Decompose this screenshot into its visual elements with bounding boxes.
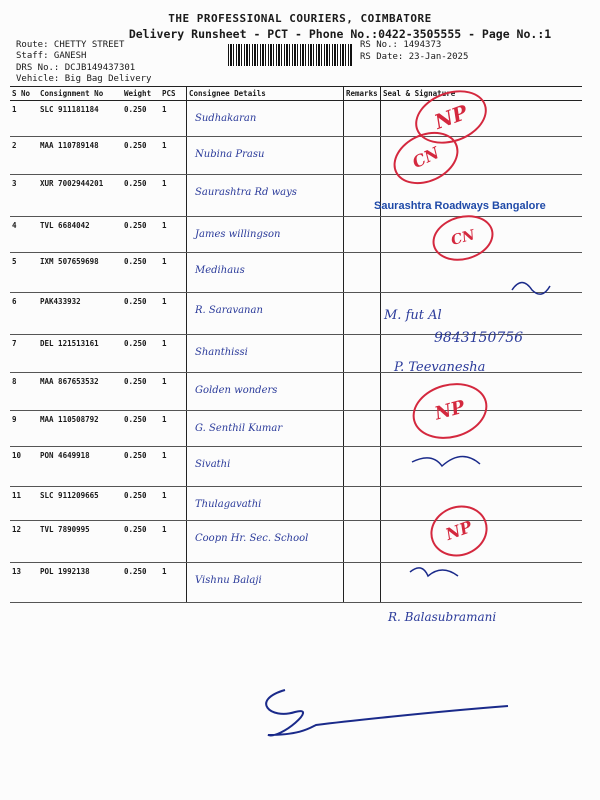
consignment-cell: POL 1992138 <box>38 563 122 603</box>
consignee-name: Nubina Prasu <box>195 149 265 160</box>
table-row <box>10 447 582 487</box>
table-row <box>10 101 582 137</box>
consignee-name: G. Senthil Kumar <box>195 423 283 434</box>
signature-row7: P. Teevanesha <box>394 360 486 375</box>
table-header-row <box>10 87 582 101</box>
staff-label: Staff: GANESH <box>16 51 87 61</box>
cn-stamp-2: CN <box>427 209 498 268</box>
weight-cell: 0.250 <box>122 447 160 487</box>
seal-cell <box>381 253 583 293</box>
table-row <box>10 411 582 447</box>
sno-cell: 13 <box>10 563 38 603</box>
remarks-cell <box>344 373 381 411</box>
weight-cell: 0.250 <box>122 137 160 175</box>
consignment-cell: TVL 7890995 <box>38 521 122 563</box>
np-stamp-3: NP <box>423 498 495 565</box>
weight-cell: 0.250 <box>122 253 160 293</box>
np-stamp-2: NP <box>406 375 493 447</box>
consignee-cell <box>187 293 344 335</box>
remarks-cell <box>344 335 381 373</box>
remarks-cell <box>344 253 381 293</box>
table-row <box>10 563 582 603</box>
consignee-name: James willingson <box>195 229 281 240</box>
sno-cell: 12 <box>10 521 38 563</box>
pcs-cell: 1 <box>160 137 187 175</box>
weight-cell: 0.250 <box>122 101 160 137</box>
pcs-cell: 1 <box>160 521 187 563</box>
remarks-cell <box>344 411 381 447</box>
consignee-cell <box>187 521 344 563</box>
table-row <box>10 487 582 521</box>
sno-cell: 5 <box>10 253 38 293</box>
weight-cell: 0.250 <box>122 487 160 521</box>
signature-row6: M. fut Al <box>384 308 442 323</box>
sno-cell: 8 <box>10 373 38 411</box>
consignee-name: Sivathi <box>195 459 231 470</box>
consignment-cell: DEL 121513161 <box>38 335 122 373</box>
pcs-cell: 1 <box>160 101 187 137</box>
pcs-cell: 1 <box>160 411 187 447</box>
consignee-name: Thulagavathi <box>195 499 262 510</box>
remarks-cell <box>344 563 381 603</box>
consignee-cell <box>187 217 344 253</box>
pcs-cell: 1 <box>160 253 187 293</box>
sno-cell: 11 <box>10 487 38 521</box>
consignee-name: Medihaus <box>195 265 245 276</box>
pcs-cell: 1 <box>160 217 187 253</box>
col-remarks: Remarks <box>344 87 381 101</box>
consignment-cell: PON 4649918 <box>38 447 122 487</box>
runsheet-title: Delivery Runsheet - PCT - Phone No.:0422-3505555 - Page No.:1 <box>128 27 552 41</box>
table-row <box>10 521 582 563</box>
weight-cell: 0.250 <box>122 217 160 253</box>
company-title: THE PROFESSIONAL COURIERS, COIMBATORE <box>168 12 432 25</box>
weight-cell: 0.250 <box>122 373 160 411</box>
signature-row13: R. Balasubramani <box>388 610 497 624</box>
consignee-name: Shanthissi <box>195 347 248 358</box>
sno-cell: 9 <box>10 411 38 447</box>
consignee-cell <box>187 335 344 373</box>
company-seal: Saurashtra Roadways Bangalore <box>374 200 546 212</box>
col-consignee: Consignee Details <box>187 87 344 101</box>
drs-label: DRS No.: DCJB149437301 <box>16 63 136 73</box>
signature-phone: 9843150756 <box>434 330 524 346</box>
consignee-cell <box>187 253 344 293</box>
route-label: Route: CHETTY STREET <box>16 40 125 50</box>
weight-cell: 0.250 <box>122 175 160 217</box>
consignee-name: R. Saravanan <box>195 305 263 316</box>
consignee-cell <box>187 101 344 137</box>
consignment-cell: SLC 911181184 <box>38 101 122 137</box>
cn-stamp: CN <box>385 122 467 194</box>
consignment-cell: XUR 7002944201 <box>38 175 122 217</box>
sno-cell: 4 <box>10 217 38 253</box>
signature-stroke <box>266 690 508 735</box>
consignee-cell <box>187 373 344 411</box>
table-row <box>10 137 582 175</box>
pcs-cell: 1 <box>160 563 187 603</box>
consignment-cell: PAK433932 <box>38 293 122 335</box>
sno-cell: 2 <box>10 137 38 175</box>
consignment-cell: MAA 867653532 <box>38 373 122 411</box>
table-row <box>10 253 582 293</box>
consignee-name: Coopn Hr. Sec. School <box>195 533 309 544</box>
seal-cell <box>381 563 583 603</box>
consignee-name: Golden wonders <box>195 385 278 396</box>
table-row <box>10 217 582 253</box>
remarks-cell <box>344 521 381 563</box>
table-row <box>10 373 582 411</box>
sno-cell: 10 <box>10 447 38 487</box>
consignment-cell: MAA 110789148 <box>38 137 122 175</box>
consignee-name: Sudhakaran <box>195 113 257 124</box>
consignee-cell <box>187 487 344 521</box>
sno-cell: 7 <box>10 335 38 373</box>
weight-cell: 0.250 <box>122 521 160 563</box>
col-consignment: Consignment No <box>38 87 122 101</box>
remarks-cell <box>344 137 381 175</box>
seal-cell <box>381 447 583 487</box>
weight-cell: 0.250 <box>122 335 160 373</box>
consignment-cell: SLC 911209665 <box>38 487 122 521</box>
remarks-cell <box>344 101 381 137</box>
remarks-cell <box>344 217 381 253</box>
np-stamp: NP <box>408 81 495 153</box>
sno-cell: 6 <box>10 293 38 335</box>
consignee-name: Saurashtra Rd ways <box>195 187 297 198</box>
pcs-cell: 1 <box>160 487 187 521</box>
rs-no-label: RS No.: 1494373 <box>360 40 442 50</box>
weight-cell: 0.250 <box>122 293 160 335</box>
col-weight: Weight <box>122 87 160 101</box>
rs-date-label: RS Date: 23-Jan-2025 <box>360 52 469 62</box>
consignee-cell <box>187 137 344 175</box>
consignee-name: Vishnu Balaji <box>195 575 262 586</box>
barcode <box>228 44 352 66</box>
col-seal: Seal & Signature <box>381 87 583 101</box>
pcs-cell: 1 <box>160 373 187 411</box>
pcs-cell: 1 <box>160 175 187 217</box>
consignment-cell: IXM 507659698 <box>38 253 122 293</box>
consignee-cell <box>187 447 344 487</box>
pcs-cell: 1 <box>160 335 187 373</box>
consignee-cell <box>187 175 344 217</box>
col-sno: S No <box>10 87 38 101</box>
weight-cell: 0.250 <box>122 563 160 603</box>
remarks-cell <box>344 487 381 521</box>
remarks-cell <box>344 293 381 335</box>
consignee-cell <box>187 411 344 447</box>
consignment-cell: TVL 6684042 <box>38 217 122 253</box>
table-row <box>10 293 582 335</box>
sno-cell: 3 <box>10 175 38 217</box>
consignee-cell <box>187 563 344 603</box>
consignment-cell: MAA 110508792 <box>38 411 122 447</box>
pcs-cell: 1 <box>160 447 187 487</box>
weight-cell: 0.250 <box>122 411 160 447</box>
pcs-cell: 1 <box>160 293 187 335</box>
vehicle-label: Vehicle: Big Bag Delivery <box>16 74 152 84</box>
col-pcs: PCS <box>160 87 187 101</box>
sno-cell: 1 <box>10 101 38 137</box>
remarks-cell <box>344 447 381 487</box>
